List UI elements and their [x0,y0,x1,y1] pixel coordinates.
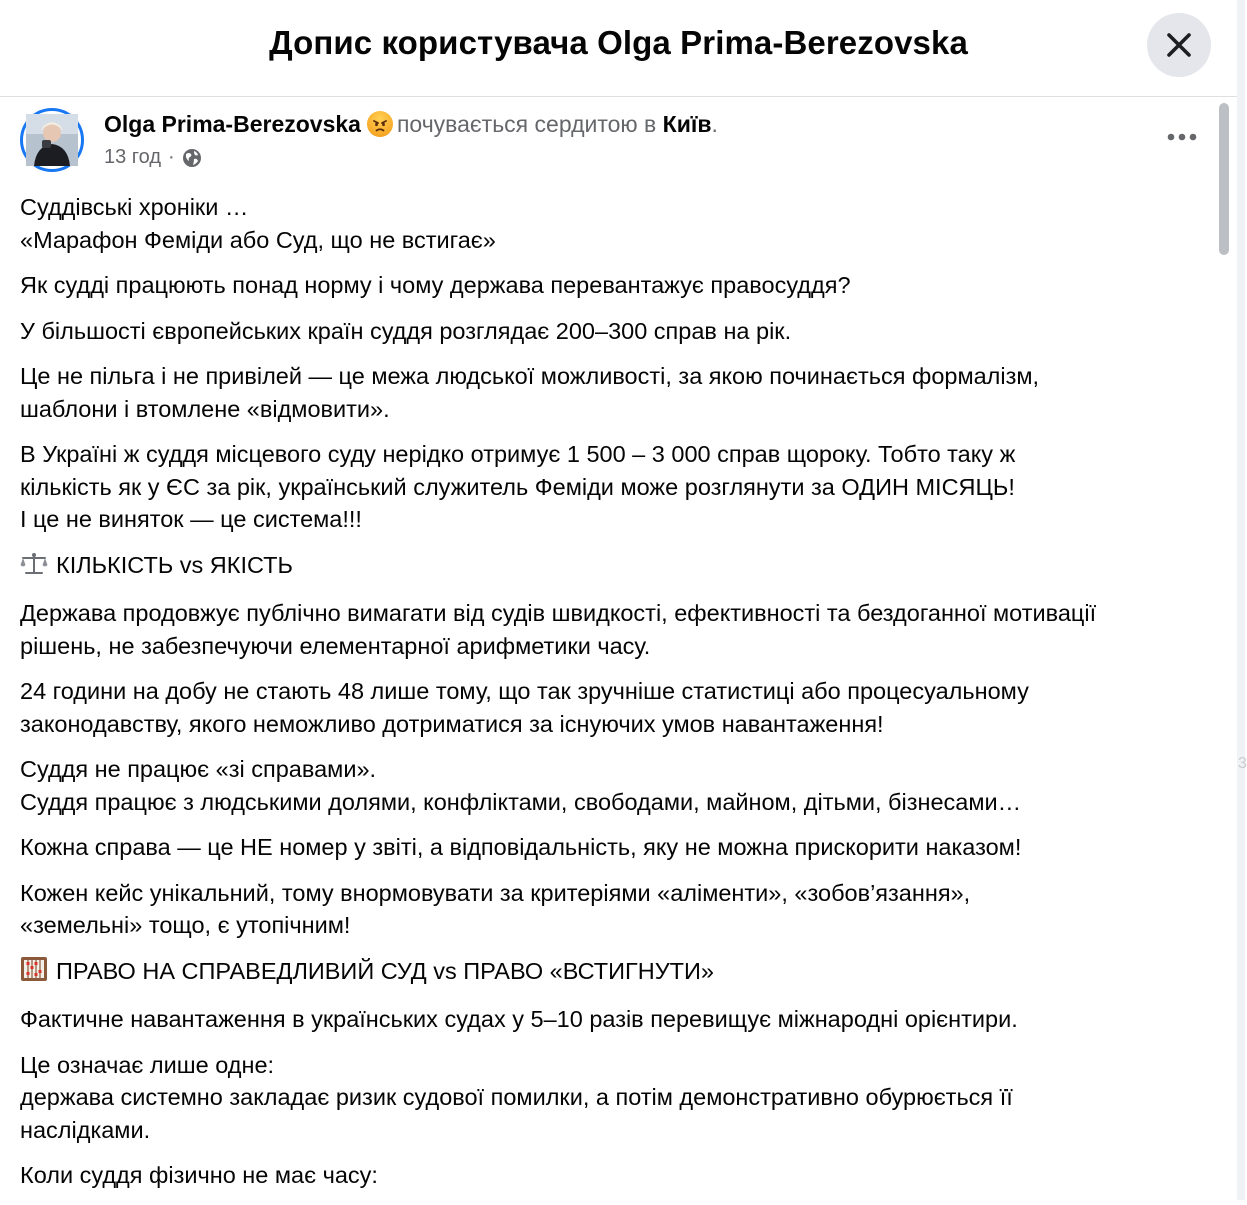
paragraph [20,1159,1215,1192]
text-line: Кожен кейс унікальний, тому внормовувати за критеріями «аліменти», «зобов’язання», [20,879,971,906]
place-suffix: . [711,111,718,137]
globe-icon[interactable] [182,148,202,168]
background-edge [1237,0,1245,1200]
more-horizontal-icon [1167,133,1197,141]
text-line: Коли суддя фізично не має часу: [20,1162,378,1188]
feeling-text: почувається сердитою в [396,111,657,137]
post-text [20,191,1215,1205]
scales-icon [20,552,48,585]
text-line: шаблони і втомлене «відмовити». [20,395,390,422]
post-time[interactable]: 13 год [104,146,162,168]
dialog-header [0,0,1237,97]
text-line: Суддя працює з людськими долями, конфліктами, свободами, майном, дітьми, бізнесами… [20,788,1022,815]
heading-text: КІЛЬКІСТЬ vs ЯКІСТЬ [56,551,293,578]
paragraph [20,831,1215,864]
text-line: Це означає лише одне: [20,1051,275,1078]
post [0,97,1212,1200]
paragraph [20,269,1215,302]
text-line: 24 години на добу не стають 48 лише тому, що так зручніше статистиці або процесуальному [20,678,1029,704]
text-line: Держава продовжує публічно вимагати від судів швидкості, ефективності та бездоганної мотивації [20,600,1097,626]
text-line: рішень, не забезпечуючи елементарної арифметики часу. [20,632,651,659]
avatar-photo [26,114,78,166]
text-line: Суддя не працює «зі справами». [20,756,377,782]
paragraph [20,315,1215,348]
text-line: Фактичне навантаження в українських судах у 5–10 разів перевищує міжнародні орієнтири. [20,1006,1018,1032]
paragraph [20,675,1215,740]
text-line: У більшості європейських країн суддя розглядає 200–300 справ на рік. [20,317,792,344]
abacus-icon [20,956,48,991]
place-name[interactable]: Київ [662,111,712,137]
close-icon [1164,30,1194,60]
heading-text: ПРАВО НА СПРАВЕДЛИВИЙ СУД vs ПРАВО «ВСТИГНУТИ» [56,957,714,984]
text-line: Суддівські хроніки … [20,194,249,220]
text-line: Як судді працюють понад норму і чому держава перевантажує правосуддя? [20,272,851,298]
text-line: «Марафон Феміди або Суд, що не встигає» [20,226,496,253]
text-line: наслідками. [20,1116,151,1143]
paragraph [20,1003,1215,1036]
paragraph [20,438,1215,536]
section-heading [20,549,1215,585]
more-options-button[interactable] [1162,117,1202,157]
angry-face-icon [367,111,393,137]
text-line: «земельні» тощо, є утопічним! [20,912,351,938]
paragraph [20,597,1215,662]
post-meta [104,146,202,169]
close-button[interactable] [1147,13,1211,77]
text-line: законодавству, якого неможливо дотриматися за існуючих умов навантаження! [20,710,884,737]
section-heading [20,955,1215,991]
avatar[interactable] [20,108,84,172]
post-header-line [104,111,718,138]
text-line: В Україні ж суддя місцевого суду нерідко отримує 1 500 – 3 000 справ щороку. Тобто таку ж [20,441,1016,467]
paragraph [20,360,1215,425]
text-line: держава системно закладає ризик судової помилки, а потім демонстративно обурюється її [20,1084,1013,1110]
text-line: Це не пільга і не привілей — це межа людської можливості, за якою починається формалізм, [20,363,1040,389]
scrollbar[interactable] [1213,97,1235,1200]
paragraph [20,1049,1215,1147]
scrollbar-thumb[interactable] [1219,103,1229,255]
paragraph [20,191,1215,256]
text-line: І це не виняток — це система!!! [20,506,362,532]
dialog-title: Допис користувача Olga Prima-Berezovska [269,24,968,61]
text-line: кількість як у ЄС за рік, український служитель Феміди може розглянути за ОДИН МІСЯЦЬ! [20,473,1015,500]
background-glyph: 3 [1238,755,1247,772]
paragraph [20,877,1215,942]
text-line: Кожна справа — це НЕ номер у звіті, а відповідальність, яку не можна прискорити наказом! [20,834,1022,860]
author-name[interactable]: Olga Prima-Berezovska [104,111,361,137]
paragraph [20,753,1215,818]
meta-separator: · [168,146,175,168]
